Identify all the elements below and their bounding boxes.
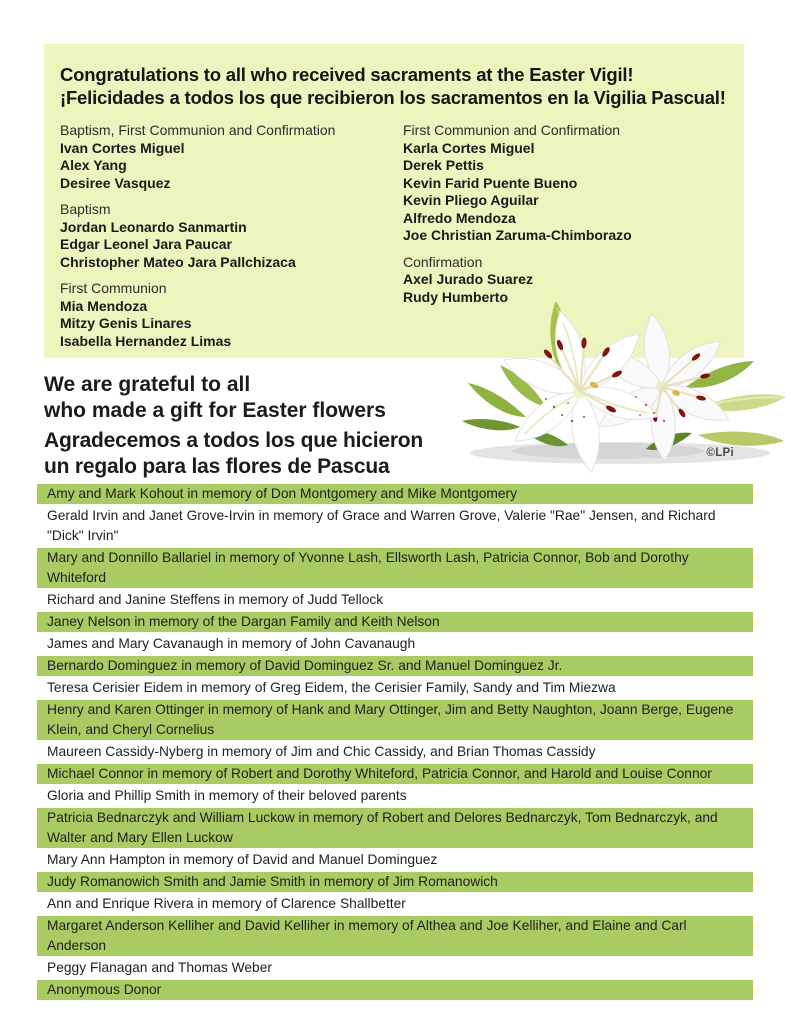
donor-row: Anonymous Donor [37, 980, 753, 1000]
recipient-name: Mitzy Genis Linares [60, 315, 192, 331]
gratitude-line-es-1: Agradecemos a todos los que hicieron [44, 429, 424, 452]
donor-row: Teresa Cerisier Eidem in memory of Greg Eidem, the Cerisier Family, Sandy and Tim Miezwa [47, 680, 616, 695]
donor-row: Bernardo Dominguez in memory of David Dominguez Sr. and Manuel Dominguez Jr. [37, 656, 753, 676]
recipient-name: Alfredo Mendoza [403, 209, 516, 226]
donor-row: Mary Ann Hampton in memory of David and Manuel Dominguez [47, 852, 438, 867]
donor-row: Gloria and Phillip Smith in memory of their beloved parents [47, 788, 407, 803]
sacrament-type-label: Baptism, First Communion and Confirmation [60, 122, 336, 138]
donor-row: Gerald Irvin and Janet Grove-Irvin in memory of Grace and Warren Grove, Valerie "Rae" Jensen, and Richard "Dick" Irvin" [47, 508, 716, 543]
sacrament-group [60, 122, 403, 192]
congrats-title-spanish: ¡Felicidades a todos los que recibieron los sacramentos en la Vigilia Pascual! [60, 87, 726, 108]
donor-row: Ann and Enrique Rivera in memory of Clarence Shallbetter [47, 896, 406, 911]
recipient-name: Derek Pettis [403, 157, 484, 173]
recipient-name: Mia Mendoza [60, 297, 148, 314]
image-credit: ©LPi [706, 447, 734, 459]
sacrament-group [60, 280, 403, 350]
recipient-name: Ivan Cortes Miguel [60, 139, 185, 156]
recipient-name: Alex Yang [60, 157, 127, 173]
donor-row: Judy Romanowich Smith and Jamie Smith in memory of Jim Romanowich [37, 872, 753, 892]
donor-row: Peggy Flanagan and Thomas Weber [47, 960, 272, 975]
donor-row: Maureen Cassidy-Nyberg in memory of Jim and Chic Cassidy, and Brian Thomas Cassidy [47, 744, 596, 759]
congrats-title-english: Congratulations to all who received sacraments at the Easter Vigil! [60, 64, 634, 85]
gratitude-line-en-2: who made a gift for Easter flowers [44, 399, 386, 422]
recipient-name: Rudy Humberto [403, 288, 508, 305]
recipient-name: Kevin Pliego Aguilar [403, 192, 539, 208]
donor-row: Patricia Bednarczyk and William Luckow in memory of Robert and Delores Bednarczyk, Tom Bednarczyk, and Walter and Mary Ellen Luckow [37, 808, 753, 848]
donor-row: Janey Nelson in memory of the Dargan Family and Keith Nelson [37, 612, 753, 632]
recipient-name: Edgar Leonel Jara Paucar [60, 236, 232, 252]
recipient-name: Kevin Farid Puente Bueno [403, 174, 578, 191]
recipient-name: Karla Cortes Miguel [403, 139, 535, 156]
sacrament-type-label: Confirmation [403, 253, 483, 270]
donor-row: Margaret Anderson Kelliher and David Kelliher in memory of Althea and Joe Kelliher, and Elaine and Carl Anderson [37, 916, 753, 956]
gratitude-line-en-1: We are grateful to all [44, 373, 251, 396]
lily-flowers-illustration [450, 295, 791, 480]
recipient-name: Isabella Hernandez Limas [60, 332, 232, 349]
donor-row: Amy and Mark Kohout in memory of Don Montgomery and Mike Montgomery [37, 484, 753, 504]
donor-row: Michael Connor in memory of Robert and Dorothy Whiteford, Patricia Connor, and Harold and Louise Connor [37, 764, 753, 784]
recipient-name: Jordan Leonardo Sanmartin [60, 218, 247, 235]
recipient-name: Desiree Vasquez [60, 174, 171, 191]
sacrament-group [60, 201, 403, 271]
sacrament-type-label: First Communion [60, 280, 167, 296]
donor-row: Mary and Donnillo Ballariel in memory of Yvonne Lash, Ellsworth Lash, Patricia Connor, Bob and Dorothy Whiteford [37, 548, 753, 588]
donor-list [37, 484, 753, 1002]
donor-row: Henry and Karen Ottinger in memory of Hank and Mary Ottinger, Jim and Betty Naughton, Joann Berge, Eugene Klein, and Cheryl Cornelius [37, 700, 753, 740]
recipient-name: Axel Jurado Suarez [403, 271, 533, 287]
sacrament-group [403, 122, 728, 245]
sacrament-column-left [60, 122, 403, 359]
donor-row: Richard and Janine Steffens in memory of Judd Tellock [47, 592, 384, 607]
donor-row: James and Mary Cavanaugh in memory of John Cavanaugh [47, 636, 416, 651]
recipient-name: Joe Christian Zaruma-Chimborazo [403, 227, 632, 243]
easter-lilies-image [450, 295, 791, 480]
sacrament-type-label: First Communion and Confirmation [403, 122, 621, 138]
recipient-name: Christopher Mateo Jara Pallchizaca [60, 253, 296, 270]
gratitude-heading [44, 372, 423, 480]
sacrament-type-label: Baptism [60, 201, 111, 217]
gratitude-line-es-2: un regalo para las flores de Pascua [44, 455, 390, 478]
